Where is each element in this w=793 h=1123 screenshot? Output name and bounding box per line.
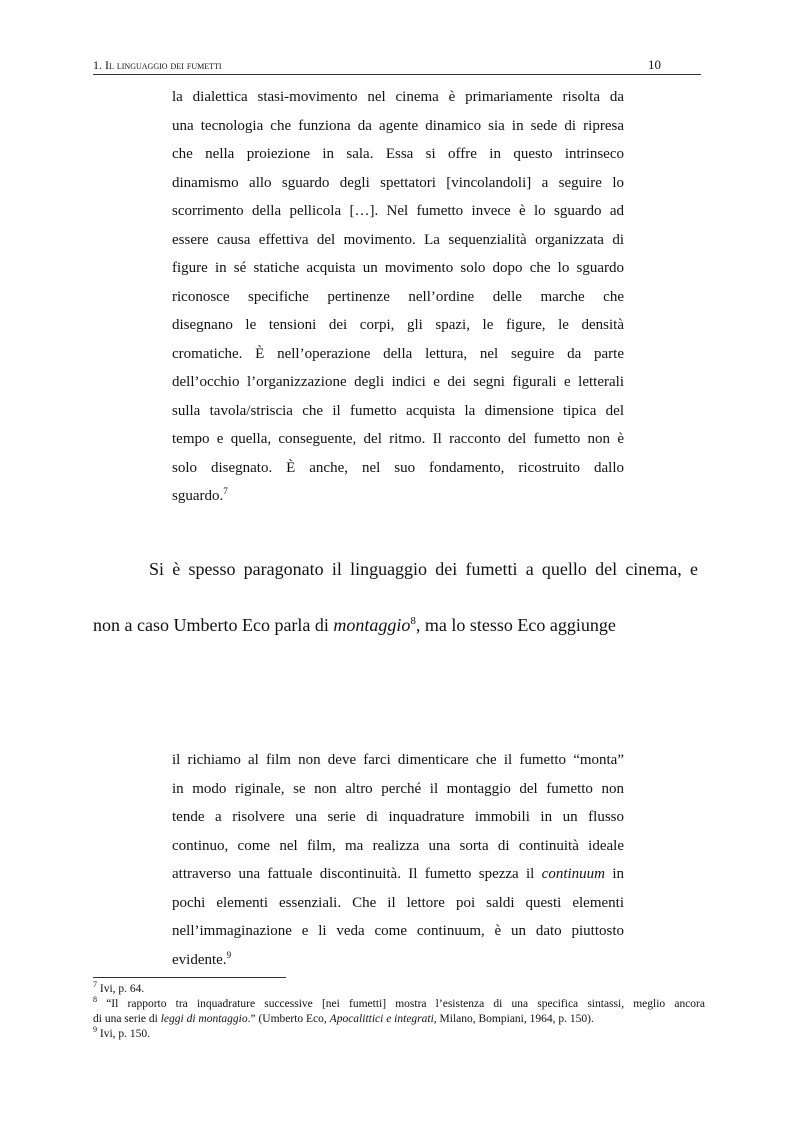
footnote-ref-7[interactable]: 7 — [223, 486, 228, 496]
quote-line: il richiamo al film non deve farci dimenticare che il fumetto “monta” — [172, 752, 624, 768]
page-number: 10 — [648, 57, 661, 72]
quote-line: tende a risolvere una serie di inquadrature immobili in un flusso — [172, 809, 624, 825]
quote-line: cromatiche. È nell’operazione della lettura, nel seguire da parte — [172, 345, 624, 362]
footnote-divider — [93, 977, 286, 978]
chapter-heading — [93, 58, 222, 73]
running-header — [93, 56, 701, 75]
quote-line — [172, 946, 624, 975]
chapter-number: 1. — [93, 58, 105, 72]
footnote-line — [93, 997, 705, 1012]
quote-line: che nella proiezione in sala. Essa si offre in questo intrinseco — [172, 146, 624, 162]
body-paragraph — [93, 541, 698, 653]
footnote-text: “Il rapporto tra inquadrature successive [nei fumetti] mostra l’esistenza di una specifica sintassi, meglio ancora — [97, 998, 705, 1010]
quote-line: tempo e quella, conseguente, del ritmo. Il racconto del fumetto non è — [172, 431, 624, 447]
chapter-title: Il linguaggio dei fumetti — [105, 58, 222, 72]
quote-line: nell’immaginazione e li veda come continuum, è un dato piuttosto — [172, 923, 624, 939]
quote-text: sguardo. — [172, 488, 224, 504]
quote-line: in modo riginale, se non altro perché il montaggio del fumetto non — [172, 780, 624, 797]
footnote-text: di una serie di — [93, 1013, 161, 1025]
block-quote-1 — [172, 83, 624, 511]
paragraph-text: non a caso Umberto Eco parla di — [93, 615, 334, 635]
footnote-number: 8 — [93, 995, 98, 1005]
emphasis-leggi-di-montaggio: leggi di montaggio — [160, 1013, 248, 1025]
quote-line: continuo, come nel film, ma realizza una sorta di continuità ideale — [172, 837, 624, 854]
quote-line: pochi elementi essenziali. Che il lettore poi saldi questi elementi — [172, 894, 624, 911]
quote-line: una tecnologia che funziona da agente dinamico sia in sede di ripresa — [172, 117, 624, 134]
paragraph-text: , ma lo stesso Eco aggiunge — [415, 615, 616, 635]
footnote-ref-8[interactable]: 8 — [410, 615, 416, 627]
quote-line — [172, 860, 624, 889]
footnote-7 — [93, 982, 705, 997]
footnote-line — [93, 1013, 594, 1025]
quote-line: dell’occhio l’organizzazione degli indici e dei segni figurali e letterali — [172, 374, 624, 390]
footnote-text: .” (Umberto Eco, — [247, 1013, 330, 1025]
emphasis-montaggio: montaggio — [333, 615, 411, 635]
footnote-text: Ivi, p. 150. — [97, 1028, 151, 1040]
quote-line: solo disegnato. È anche, nel suo fondamento, ricostruito dallo — [172, 459, 624, 476]
quote-line: essere causa effettiva del movimento. La sequenzialità organizzata di — [172, 231, 624, 248]
footnote-text: Ivi, p. 64. — [97, 983, 145, 995]
footnotes — [93, 982, 705, 1042]
footnote-ref-9[interactable]: 9 — [226, 949, 232, 960]
footnote-number: 7 — [93, 980, 98, 990]
quote-line: dinamismo allo sguardo degli spettatori [vincolandoli] a seguire lo — [172, 174, 624, 191]
emphasis-continuum: continuum — [541, 866, 605, 882]
quote-text: evidente. — [172, 951, 227, 968]
footnote-8 — [93, 997, 705, 1027]
quote-text: in — [605, 866, 624, 882]
quote-line: riconosce specifiche pertinenze nell’ordine delle marche che — [172, 288, 624, 305]
paragraph-line — [93, 597, 698, 653]
quote-line: disegnano le tensioni dei corpi, gli spazi, le figure, le densità — [172, 317, 624, 333]
block-quote-2 — [172, 746, 624, 974]
footnote-9 — [93, 1027, 705, 1042]
paragraph-line: Si è spesso paragonato il linguaggio dei fumetti a quello del cinema, e — [149, 559, 698, 579]
quote-line: scorrimento della pellicola […]. Nel fumetto invece è lo sguardo ad — [172, 203, 624, 219]
emphasis-book-title: Apocalittici e integrati — [329, 1013, 434, 1025]
quote-text: attraverso una fattuale discontinuità. Il fumetto spezza il — [172, 866, 542, 882]
quote-line: la dialettica stasi-movimento nel cinema è primariamente risolta da — [172, 89, 624, 105]
footnote-text: , Milano, Bompiani, 1964, p. 150). — [433, 1013, 594, 1025]
quote-line — [172, 482, 624, 511]
footnote-number: 9 — [93, 1025, 98, 1035]
quote-line: sulla tavola/striscia che il fumetto acquista la dimensione tipica del — [172, 402, 624, 419]
quote-line: figure in sé statiche acquista un movimento solo dopo che lo sguardo — [172, 260, 624, 276]
